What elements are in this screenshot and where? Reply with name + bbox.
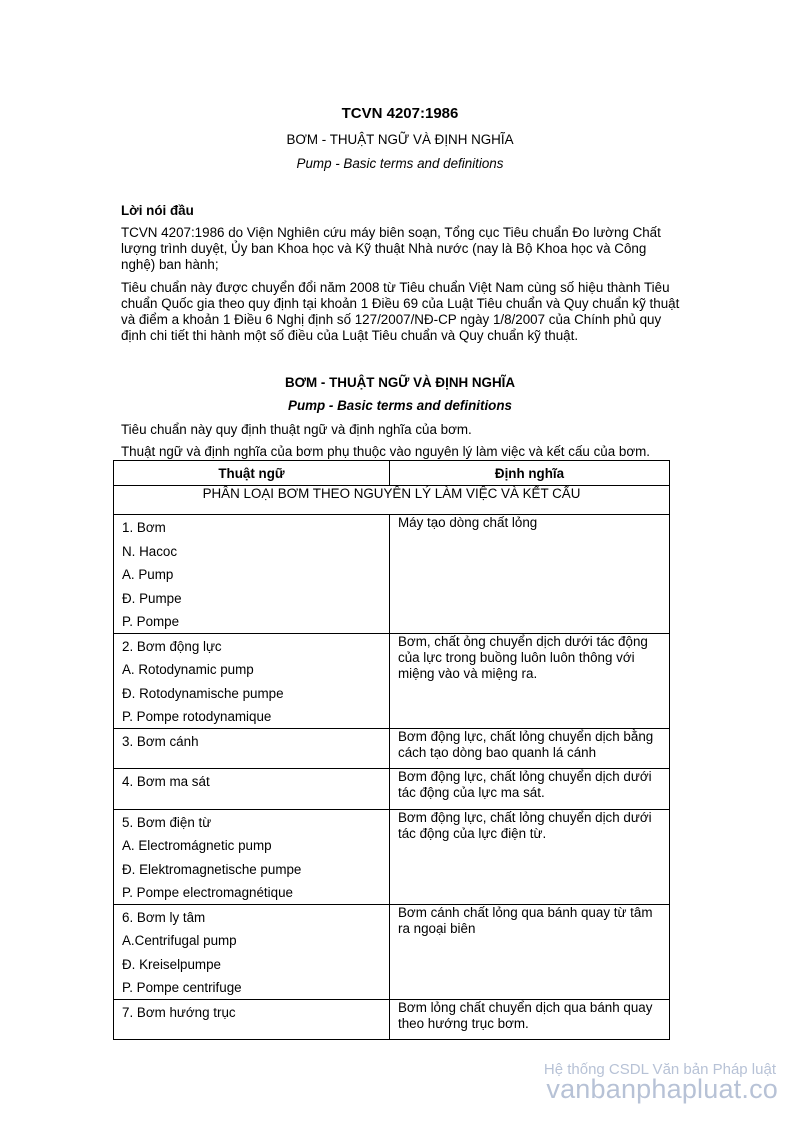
foreword-heading: Lời nói đầu bbox=[121, 203, 194, 218]
term-translation: A. Rotodynamic pump bbox=[122, 662, 254, 677]
term-translation: P. Pompe rotodynamique bbox=[122, 709, 272, 724]
term-cell bbox=[114, 769, 390, 810]
table-header-row bbox=[114, 461, 670, 486]
definition-cell: Bơm động lực, chất lỏng chuyển dịch bằng cách tạo dòng bao quanh lá cánh bbox=[390, 728, 670, 769]
term-cell bbox=[114, 728, 390, 769]
term-cell bbox=[114, 999, 390, 1040]
column-header-definition: Định nghĩa bbox=[390, 461, 670, 486]
term-translation: A. Electromágnetic pump bbox=[122, 838, 272, 853]
definition-cell: Bơm, chất ỏng chuyển dịch dưới tác động của lực trong buồng luôn luôn thông với miệng vào và miệng ra. bbox=[390, 633, 670, 728]
watermark-line-2: vanbanphapluat.co bbox=[546, 1074, 778, 1104]
definition-cell: Máy tạo dòng chất lỏng bbox=[390, 515, 670, 634]
term-translation: Đ. Rotodynamische pumpe bbox=[122, 685, 284, 701]
term-vi: 5. Bơm điện từ bbox=[122, 814, 212, 830]
column-header-term: Thuật ngữ bbox=[114, 461, 390, 486]
table-row bbox=[114, 809, 670, 904]
table-row bbox=[114, 633, 670, 728]
watermark-line-1: Hệ thống CSDL Văn bản Pháp luật bbox=[543, 1061, 776, 1078]
term-translation: P. Pompe centrifuge bbox=[122, 980, 242, 995]
term-translation: A.Centrifugal pump bbox=[122, 933, 237, 948]
table-row bbox=[114, 904, 670, 999]
section-intro-1: Tiêu chuẩn này quy định thuật ngữ và định nghĩa của bơm. bbox=[121, 422, 472, 437]
term-vi: 2. Bơm động lực bbox=[122, 638, 222, 654]
term-vi: 4. Bơm ma sát bbox=[122, 774, 210, 789]
document-subtitle-vi: BƠM - THUẬT NGỮ VÀ ĐỊNH NGHĨA bbox=[286, 132, 514, 147]
term-translation: N. Hacoc bbox=[122, 543, 178, 559]
table-row bbox=[114, 515, 670, 634]
term-translation: Đ. Elektromagnetische pumpe bbox=[122, 861, 302, 877]
foreword-paragraph-1: TCVN 4207:1986 do Viện Nghiên cứu máy biên soạn, Tổng cục Tiêu chuẩn Đo lường Chất lượng trình duyệt, Ủy ban Khoa học và Kỹ thuật Nhà nước (nay là Bộ Khoa học và Công nghệ) ban hành; bbox=[121, 225, 661, 272]
term-vi: 3. Bơm cánh bbox=[122, 733, 199, 749]
definition-cell: Bơm động lực, chất lỏng chuyển dịch dưới tác động của lực điện từ. bbox=[390, 809, 670, 904]
category-row bbox=[114, 486, 670, 515]
term-translation: P. Pompe bbox=[122, 614, 180, 629]
document-title: TCVN 4207:1986 bbox=[341, 105, 459, 122]
section-subtitle: Pump - Basic terms and definitions bbox=[288, 398, 512, 413]
term-vi: 1. Bơm bbox=[122, 520, 166, 535]
definition-cell: Bơm động lực, chất lỏng chuyển dịch dưới tác động của lực ma sát. bbox=[390, 769, 670, 810]
term-vi: 7. Bơm hướng trục bbox=[122, 1004, 236, 1020]
term-cell bbox=[114, 809, 390, 904]
table-row bbox=[114, 999, 670, 1040]
term-cell bbox=[114, 515, 390, 634]
document-subtitle-en: Pump - Basic terms and definitions bbox=[296, 156, 504, 171]
term-cell bbox=[114, 904, 390, 999]
table-row bbox=[114, 769, 670, 810]
term-translation: A. Pump bbox=[122, 567, 174, 582]
definition-cell: Bơm cánh chất lỏng qua bánh quay từ tâm ra ngoại biên bbox=[390, 904, 670, 999]
term-translation: Đ. Pumpe bbox=[122, 590, 182, 606]
table-row bbox=[114, 728, 670, 769]
definition-cell: Bơm lỏng chất chuyển dịch qua bánh quay theo hướng trục bơm. bbox=[390, 999, 670, 1040]
term-translation: P. Pompe electromagnétique bbox=[122, 885, 293, 900]
category-label: PHÂN LOẠI BƠM THEO NGUYÊN LÝ LÀM VIỆC VÀ KẾT CẤU bbox=[114, 486, 670, 515]
section-title: BƠM - THUẬT NGỮ VÀ ĐỊNH NGHĨA bbox=[284, 375, 516, 390]
section-intro-2: Thuật ngữ và định nghĩa của bơm phụ thuộc vào nguyên lý làm việc và kết cấu của bơm. bbox=[121, 444, 650, 459]
foreword-paragraph-2: Tiêu chuẩn này được chuyển đổi năm 2008 từ Tiêu chuẩn Việt Nam cùng số hiệu thành Tiêu chuẩn Quốc gia theo quy định tại khoản 1 Điều 69 của Luật Tiêu chuẩn và Quy chuẩn kỹ thuật và điểm a khoản 1 Điều 6 Nghị định số 127/2007/NĐ-CP ngày 1/8/2007 của Chính phủ quy định chi tiết thi hành một số điều của Luật Tiêu chuẩn và Quy chuẩn kỹ thuật. bbox=[121, 280, 680, 343]
term-vi: 6. Bơm ly tâm bbox=[122, 909, 206, 925]
terms-table bbox=[113, 460, 670, 1040]
term-translation: Đ. Kreiselpumpe bbox=[122, 956, 221, 972]
term-cell bbox=[114, 633, 390, 728]
